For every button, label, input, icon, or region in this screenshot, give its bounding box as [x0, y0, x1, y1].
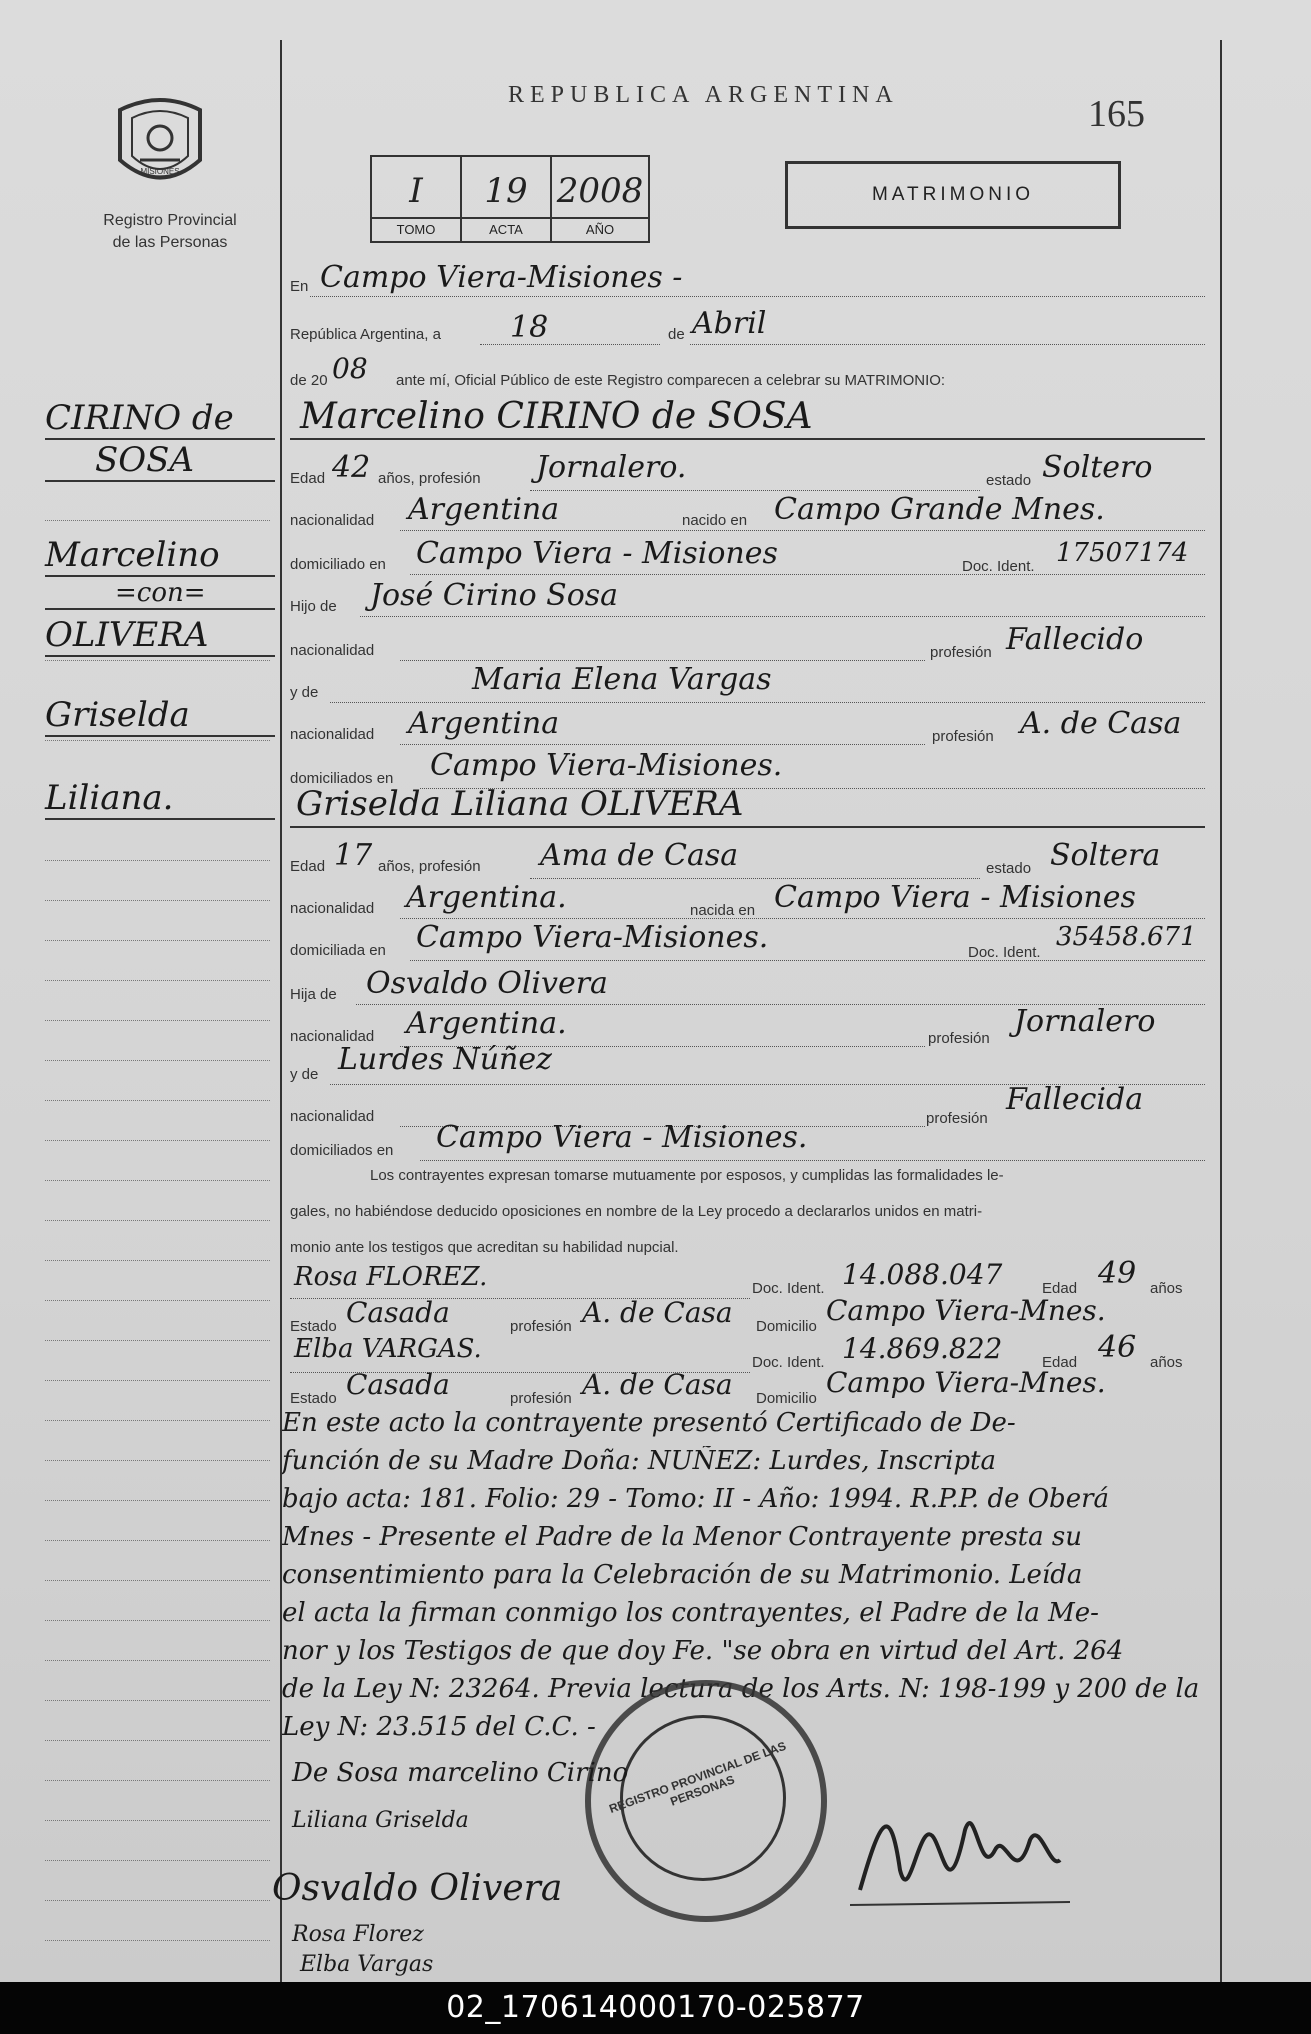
margin-name-line: =con=: [45, 578, 275, 610]
place-value: Campo Viera-Misiones -: [320, 260, 683, 295]
registry-name: Registro Provincial de las Personas: [103, 212, 237, 251]
note-line: consentimiento para la Celebración de su Matrimonio. Leída: [282, 1560, 1083, 1590]
intro-place-row: En Campo Viera-Misiones -: [290, 262, 1205, 296]
margin-dotted-line: [45, 1380, 270, 1381]
margin-name-line: Griselda: [45, 695, 275, 737]
witness-2-status-row: Estado Casada profesión A. de Casa Domicilio Campo Viera-Mnes.: [290, 1366, 1106, 1407]
witness-1-status-row: Estado Casada profesión A. de Casa Domicilio Campo Viera-Mnes.: [290, 1294, 1106, 1335]
margin-dotted-line: [45, 1420, 270, 1421]
page-number: 165: [1088, 93, 1145, 135]
year-value: 08: [332, 352, 368, 385]
registry-seal-icon: [110, 90, 210, 200]
margin-dotted-line: [45, 1860, 270, 1861]
stamp-text: REGISTRO PROVINCIAL DE LAS PERSONAS: [607, 1738, 788, 1817]
margin-name-line: Liliana.: [45, 778, 275, 820]
declaration-line: monio ante los testigos que acreditan su habilidad nupcial.: [290, 1239, 679, 1256]
margin-dotted-line: [45, 1940, 270, 1941]
tomo-cell: I TOMO: [372, 157, 462, 241]
bride-father-row: Hija de Osvaldo Olivera: [290, 968, 1205, 1002]
margin-dotted-line: [45, 1540, 270, 1541]
margin-dotted-line: [45, 1780, 270, 1781]
month-value: Abril: [692, 306, 767, 341]
right-margin-rule: [1220, 40, 1222, 1982]
note-line: Mnes - Presente el Padre de la Menor Contrayente presta su: [282, 1522, 1082, 1552]
margin-dotted-line: [45, 980, 270, 981]
bride-name-row: [290, 784, 1205, 824]
groom-father-nationality-row: nacionalidad profesión Fallecido: [290, 622, 1144, 661]
margin-dotted-line: [45, 1460, 270, 1461]
margin-dotted-line: [45, 1900, 270, 1901]
margin-dotted-line: [45, 900, 270, 901]
country-title: REPUBLICA ARGENTINA: [508, 82, 899, 108]
note-line: Ley N: 23.515 del C.C. -: [282, 1712, 596, 1742]
note-line: bajo acta: 181. Folio: 29 - Tomo: II - Año: 1994. R.P.P. de Oberá: [282, 1484, 1110, 1514]
margin-dotted-line: [45, 1020, 270, 1021]
svg-text:MISIONES: MISIONES: [140, 167, 180, 176]
margin-dotted-line: [45, 940, 270, 941]
margin-dotted-line: [45, 1300, 270, 1301]
note-line: función de su Madre Doña: NUÑEZ: Lurdes, Inscripta: [282, 1446, 996, 1476]
margin-dotted-line: [45, 520, 270, 521]
groom-father-row: Hijo de José Cirino Sosa: [290, 582, 1205, 616]
day-value: 18: [510, 310, 549, 345]
witness-2-row: Elba VARGAS. Doc. Ident. 14.869.822 Edad 46 años: [290, 1334, 1205, 1368]
bride-father-nationality-row: nacionalidad Argentina. profesión Jornalero: [290, 1004, 1156, 1047]
note-line: En este acto la contrayente presentó Certificado de De-: [282, 1408, 1016, 1438]
margin-dotted-line: [45, 1660, 270, 1661]
margin-dotted-line: [45, 1260, 270, 1261]
signature-father: Osvaldo Olivera: [272, 1868, 563, 1909]
signature-witness-2: Elba Vargas: [300, 1952, 434, 1977]
margin-dotted-line: [45, 860, 270, 861]
margin-name-line: CIRINO de: [45, 398, 275, 440]
signature-bride: Liliana Griselda: [292, 1808, 469, 1833]
bride-domicile-row: domiciliada en Campo Viera-Misiones. Doc. Ident. 35458.671: [290, 924, 1205, 958]
groom-nationality-row: nacionalidad Argentina nacido en Campo Grande Mnes.: [290, 496, 1205, 530]
margin-dotted-line: [45, 1060, 270, 1061]
margin-name-line: OLIVERA: [45, 615, 275, 657]
scan-id-footer: 02_170614000170-025877: [0, 1982, 1311, 2034]
bride-age-row: Edad 17 años, profesión Ama de Casa estado Soltera: [290, 838, 1161, 877]
groom-age-row: Edad 42 años, profesión Jornalero. estado Soltero: [290, 450, 1153, 489]
signature-witness-1: Rosa Florez: [292, 1922, 424, 1947]
margin-dotted-line: [45, 1700, 270, 1701]
note-line: el acta la firman conmigo los contrayentes, el Padre de la Me-: [282, 1598, 1099, 1628]
record-number-box: [370, 155, 650, 243]
bride-name: Griselda Liliana OLIVERA: [296, 784, 744, 824]
declaration-line: gales, no habiéndose deducido oposiciones en nombre de la Ley procedo a declararlos unidos en matri-: [290, 1203, 983, 1220]
bride-mother-row: y de Lurdes Núñez: [290, 1048, 1205, 1082]
margin-name-line: SOSA: [45, 440, 275, 482]
margin-dotted-line: [45, 1820, 270, 1821]
margin-dotted-line: [45, 740, 270, 741]
margin-dotted-line: [45, 1140, 270, 1141]
groom-name: Marcelino CIRINO de SOSA: [300, 396, 813, 437]
groom-parents-domicile-row: domiciliados en Campo Viera-Misiones.: [290, 754, 1205, 788]
margin-dotted-line: [45, 1100, 270, 1101]
groom-domicile-row: domiciliado en Campo Viera - Misiones Doc. Ident. 17507174: [290, 540, 1205, 574]
margin-dotted-line: [45, 1580, 270, 1581]
bride-parents-domicile-row: domiciliados en Campo Viera - Misiones.: [290, 1124, 1205, 1158]
groom-mother-nationality-row: nacionalidad Argentina profesión A. de Casa: [290, 706, 1182, 745]
margin-dotted-line: [45, 1620, 270, 1621]
declaration-line: Los contrayentes expresan tomarse mutuamente por esposos, y cumplidas las formalidades le-: [370, 1167, 1004, 1184]
signature-groom: De Sosa marcelino Cirino: [292, 1758, 629, 1788]
official-signature-icon: [850, 1780, 1070, 1920]
bride-mother-nationality-row: nacionalidad profesión Fallecida: [290, 1082, 1144, 1127]
anio-cell: 2008 AÑO: [552, 157, 648, 241]
margin-name-line: Marcelino: [45, 535, 275, 577]
acta-cell: 19 ACTA: [462, 157, 552, 241]
note-line: de la Ley N: 23264. Previa lectura de los Arts. N: 198-199 y 200 de la: [282, 1674, 1200, 1704]
margin-dotted-line: [45, 1740, 270, 1741]
witness-1-row: Rosa FLOREZ. Doc. Ident. 14.088.047 Edad 49 años: [290, 1262, 1205, 1296]
groom-mother-row: y de Maria Elena Vargas: [290, 668, 1205, 702]
act-type-box: MATRIMONIO: [785, 161, 1121, 229]
margin-dotted-line: [45, 1220, 270, 1221]
intro-year-row: de 20 08 ante mí, Oficial Público de este Registro comparecen a celebrar su MATRIMONIO:: [290, 352, 946, 389]
margin-dotted-line: [45, 660, 270, 661]
margin-dotted-line: [45, 1180, 270, 1181]
margin-dotted-line: [45, 1340, 270, 1341]
note-line: nor y los Testigos de que doy Fe. "se obra en virtud del Art. 264: [282, 1636, 1124, 1666]
intro-date-row: República Argentina, a 18 de Abril: [290, 310, 1205, 344]
margin-dotted-line: [45, 1500, 270, 1501]
bride-nationality-row: nacionalidad Argentina. nacida en Campo Viera - Misiones: [290, 884, 1205, 918]
groom-name-row: [290, 396, 1205, 437]
